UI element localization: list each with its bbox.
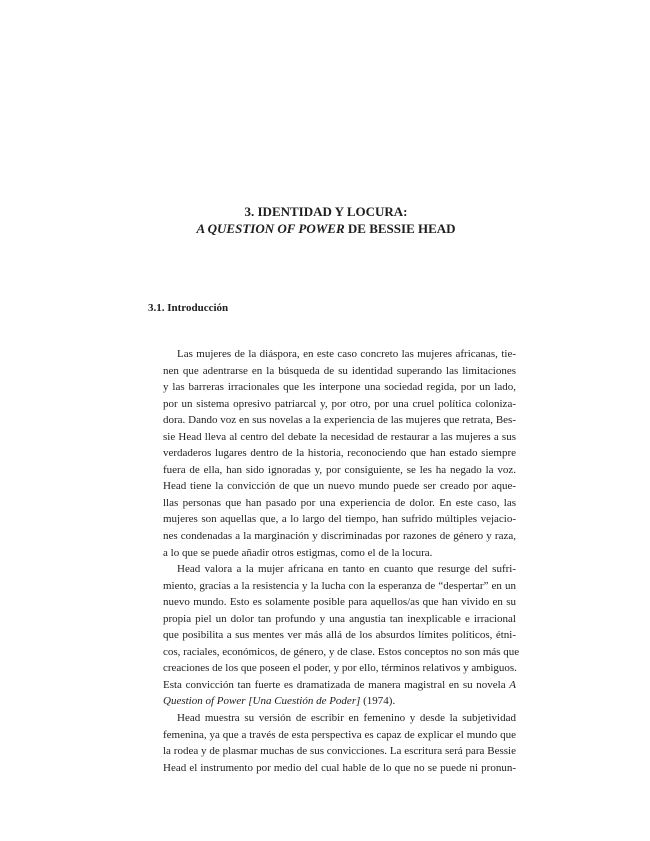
chapter-title: 3. IDENTIDAD Y LOCURA:: [244, 204, 408, 219]
text-line: sie Head lleva al centro del debate la necesidad de restaurar a las mujeres a sus: [163, 430, 516, 443]
text-line: nuevo mundo. Esto es solamente posible para aquellos/as que han vivido en su: [163, 596, 516, 609]
paragraph-1: [148, 346, 516, 561]
text-line: nes condenadas a la marginación y discriminadas por razones de género y raza,: [163, 530, 516, 543]
text-line: Head muestra su versión de escribir en femenino y desde la subjetividad: [177, 712, 516, 725]
text-line: miento, gracias a la resistencia y la lucha con la esperanza de “despertar” en un: [163, 579, 516, 592]
book-title-italic: A QUESTION OF POWER: [196, 221, 345, 236]
body-text: [148, 346, 520, 776]
text-line: a lo que se puede añadir otros estigmas, como el de la locura.: [163, 546, 433, 559]
text-line: por un sistema opresivo patriarcal y, por otro, por una cruel política coloniza-: [163, 397, 516, 410]
text-segment: (1974).: [360, 695, 396, 708]
text-line: [148, 677, 516, 694]
novel-title-italic: Question of Power [Una Cuestión de Poder]: [163, 695, 361, 708]
section-heading: 3.1. Introducción: [148, 302, 229, 314]
text-line: mujeres son aquellas que, a lo largo del tiempo, han sufrido múltiples vejacio-: [163, 513, 516, 526]
paragraph-3: [148, 710, 516, 776]
text-line: que posibilita a sus mentes ver más allá de los absurdos límites políticos, étni-: [163, 629, 516, 642]
text-line: la rodea y de plasmar muchas de sus convicciones. La escritura será para Bessie: [163, 745, 516, 758]
text-line: nen que adentrarse en la búsqueda de su identidad superando las limitaciones: [163, 364, 516, 377]
text-line: y las barreras irracionales que les interpone una sociedad regida, por un lado,: [163, 381, 516, 394]
text-line: dora. Dando voz en sus novelas a la experiencia de las mujeres que retrata, Bes-: [163, 414, 516, 427]
text-line: Head tiene la convicción de que un nuevo mundo puede ser creado por aque-: [163, 480, 516, 493]
text-line: Head el instrumento por medio del cual hable de lo que no se puede ni pronun-: [163, 761, 516, 774]
paragraph-2: [148, 561, 520, 710]
text-line: [148, 693, 516, 710]
text-line: creaciones de los que poseen el poder, y por ello, términos relativos y ambiguos.: [163, 662, 517, 675]
text-line: cos, raciales, económicos, de género, y de clase. Estos conceptos no son más que: [163, 645, 520, 658]
text-segment-italic: A: [509, 678, 516, 691]
text-line: verdaderos lugares dentro de la historia, reconociendo que han estado siempre: [163, 447, 516, 460]
text-line: llas personas que han pasado por una experiencia de dolor. En este caso, las: [163, 496, 516, 509]
author-name: DE BESSIE HEAD: [344, 221, 456, 236]
text-line: Head valora a la mujer africana en tanto en cuanto que resurge del sufri-: [177, 563, 516, 576]
text-segment: Esta convicción tan fuerte es dramatizada de manera magistral en su novela: [163, 678, 510, 691]
text-line: Las mujeres de la diáspora, en este caso concreto las mujeres africanas, tie-: [177, 348, 516, 360]
text-line: fuera de ella, han sido ignoradas y, por consiguiente, se les ha negado la voz.: [163, 463, 516, 476]
text-line: propia piel un dolor tan profundo y una angustia tan inexplicable e irracional: [163, 612, 516, 625]
chapter-subtitle: [136, 220, 516, 237]
text-line: femenina, ya que a través de esta perspectiva es capaz de explicar el mundo que: [163, 728, 516, 741]
